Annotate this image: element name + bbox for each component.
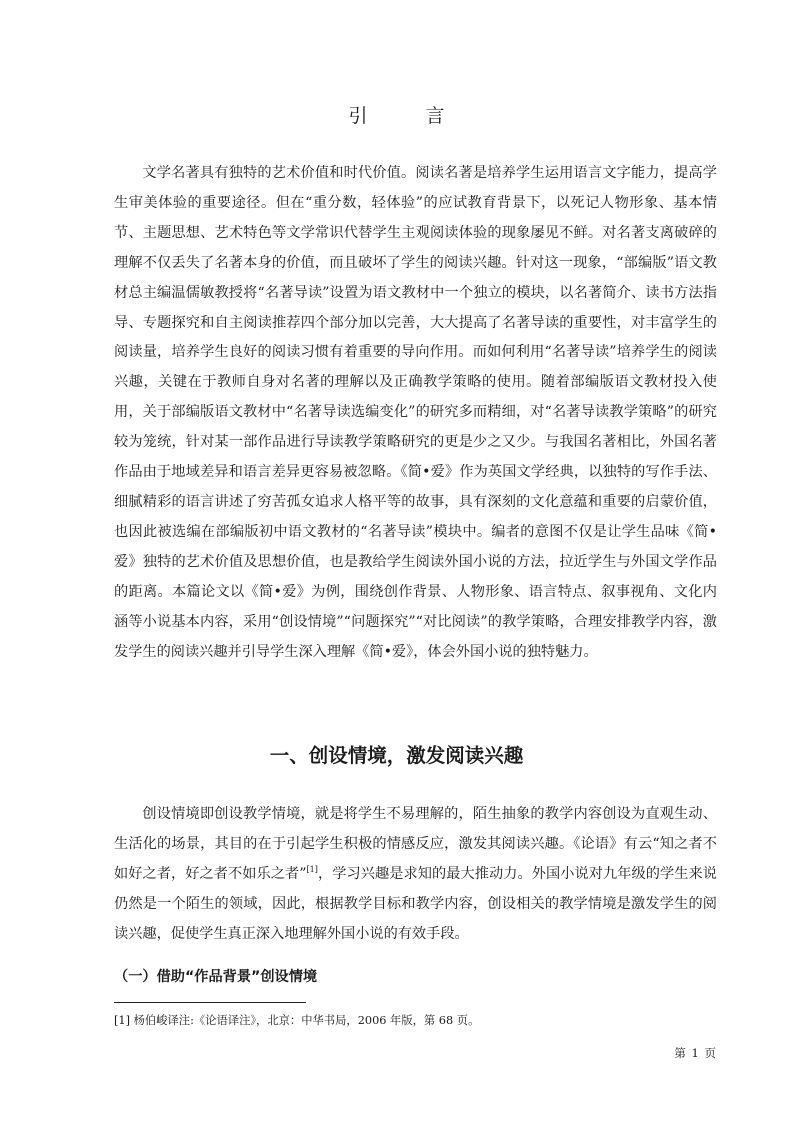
section-paragraph bbox=[114, 800, 717, 950]
footnote-reference[interactable]: [1] bbox=[306, 864, 318, 874]
section-heading: 一、创设情境，激发阅读兴趣 bbox=[269, 744, 524, 767]
intro-paragraph: 文学名著具有独特的艺术价值和时代价值。阅读名著是培养学生运用语言文字能力，提高学生审美体验的重要途径。但在“重分数，轻体验”的应试教育背景下，以死记人物形象、基本情节、主题思想、艺术特色等文学常识代替学生主观阅读体验的现象屡见不鲜。对名著支离破碎的理解不仅丢失了名著本身的价值，而且破坏了学生的阅读兴趣。针对这一现象，“部编版”语文教材总主编温儒敏教授将“名著导读”设置为语文教材中一个独立的模块，以名著简介、读书方法指导、专题探究和自主阅读推荐四个部分加以完善，大大提高了名著导读的重要性，对丰富学生的阅读量，培养学生良好的阅读习惯有着重要的导向作用。而如何利用“名著导读”培养学生的阅读兴趣，关键在于教师自身对名著的理解以及正确教学策略的使用。随着部编版语文教材投入使用，关于部编版语文教材中“名著导读选编变化”的研究多而精细，对“名著导读教学策略”的研究较为笼统，针对某一部作品进行导读教学策略研究的更是少之又少。与我国名著相比，外国名著作品由于地域差异和语言差异更容易被忽略。《简•爱》作为英国文学经典，以独特的写作手法、细腻精彩的语言讲述了穷苦孤女追求人格平等的故事，具有深刻的文化意蕴和重要的启蒙价值，也因此被选编在部编版初中语文教材的“名著导读”模块中。编者的意图不仅是让学生品味《简•爱》独特的艺术价值及思想价值，也是教给学生阅读外国小说的方法，拉近学生与外国文学作品的距离。本篇论文以《简•爱》为例，围绕创作背景、人物形象、语言特点、叙事视角、文化内涵等小说基本内容，采用“创设情境”“问题探究”“对比阅读”的教学策略，合理安排教学内容，激发学生的阅读兴趣并引导学生深入理解《简•爱》，体会外国小说的独特魅力。 bbox=[114, 165, 717, 660]
page-number: 第 1 页 bbox=[674, 1046, 717, 1060]
section-paragraph-text-2: ，学习兴趣是求知的最大推动力。外国小说对九年级的学生来说仍然是一个陌生的领域，因此，根据教学目标和教学内容，创设相关的教学情境是激发学生的阅读兴趣，促使学生真正深入地理解外国小说的有效手段。 bbox=[114, 865, 717, 942]
page-title: 引 言 bbox=[348, 105, 471, 127]
footnote: [1] 杨伯峻译注:《论语译注》，北京：中华书局，2006 年版，第 68 页。 bbox=[114, 1014, 480, 1027]
footnote-divider bbox=[114, 1002, 306, 1003]
section-paragraph-text-1: 创设情境即创设教学情境，就是将学生不易理解的，陌生抽象的教学内容创设为直观生动、生活化的场景，其目的在于引起学生积极的情感反应，激发其阅读兴趣。《论语》有云“知之者不如好之者，好之者不如乐之者” bbox=[114, 806, 717, 882]
subsection-heading: （一）借助“作品背景”创设情境 bbox=[114, 969, 318, 985]
